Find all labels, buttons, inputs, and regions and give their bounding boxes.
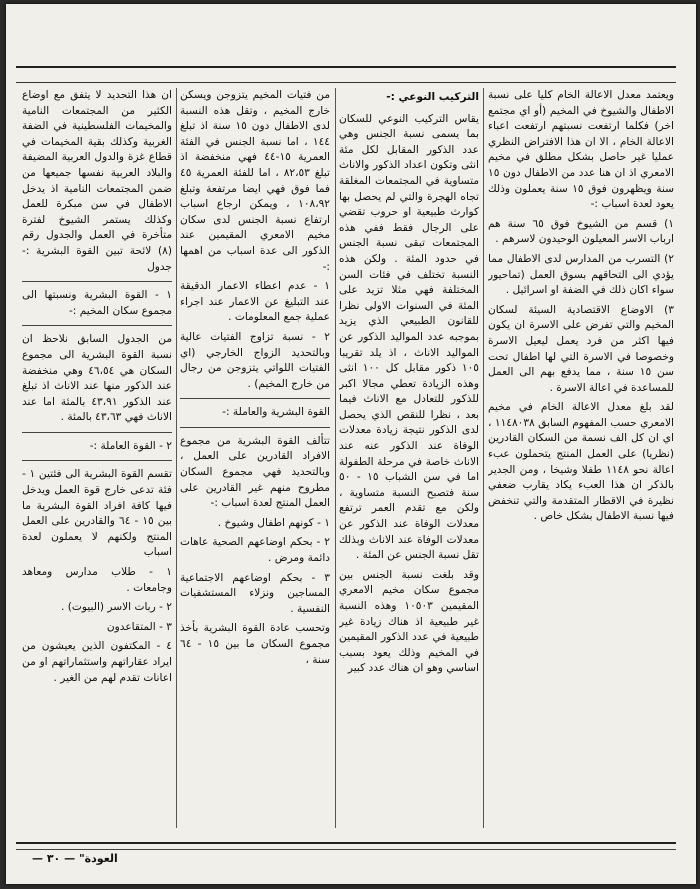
paragraph: ٤ - المكتفون الذين يعيشون من ايراد عقاراتهم واستثماراتهم او من اعانات تقدم لهم من الغير .: [22, 640, 172, 684]
paragraph: ٢ - نسبة تزاوج الفتيات عالية وبالتحديد الزواج الخارجي (اي الفتيات اللواتي يتزوجن من رجال من خارج المخيم) .: [180, 330, 330, 390]
column-1: [488, 88, 674, 838]
paragraph: ٣) الاوضاع الاقتصادية السيئة لسكان المخيم والتي تفرض على الاسرة ان يكون فيها اكثر من فرد يعمل ليعيل الاسرة وخصوصا في الاسرة التي لها اطفال تحت سن ١٥ سنة ، مما يدفع بهم الى العمل للمساعدة في اعالة الاسرة .: [488, 303, 674, 394]
page-footer: العودة" — ٣٠ —: [32, 852, 118, 865]
paragraph: ٢ - ربات الاسر (البيوت) .: [61, 601, 172, 614]
paragraph: ٢) التسرب من المدارس لدى الاطفال مما يؤدي الى التحاقهم بسوق العمل (تماحيور سواء اكان ذلك في الضفة او اسرائيل .: [488, 252, 674, 297]
paragraph: وتحسب عادة القوة البشرية بأخذ مجموع السكان ما بين ١٥ - ٦٤ سنة ،: [180, 622, 330, 666]
top-rule: [16, 66, 676, 68]
column-divider: [335, 88, 336, 828]
paragraph: وقد بلغت نسبة الجنس بين مجموع سكان مخيم الامعري المقيمين ١٠٥٠٣ وهذه النسبة غير طبيعية اذ هناك زيادة غير طبيعية في عدد الذكور المقيمين في المخيم وذلك يعود بسبب اساسي وهو ان هناك عدد كبير: [339, 568, 479, 675]
column-4: [22, 88, 172, 838]
paragraph: ٢ - بحكم اوضاعهم الصحية عاهات دائمة ومرض .: [180, 536, 330, 565]
paragraph: يقاس التركيب النوعي للسكان بما يسمى نسبة الجنس وهي عدد الذكور المقابل لكل مئة انثى وتكون اعداد الذكور والاناث متساوية في المجتمعات المغلقة تجاه الهجرة والتي لم يحصل بها كوارث طبيعية او حروب تقضي على الرجال فقط ففي هذه المجتمعات تبقى نسبة الجنس في حدود المئة . ولكن هذه النسبة تختلف في فئات السن المختلفة فهي مثلا تزيد على المئة في السنوات الاولى نظرا للقانون الطبيعي الذي يزيد بموجبه عدد المواليد الذكور عن المواليد الاناث ، اذ يلد تقريبا ١٠٥ ذكور مقابل كل ١٠٠ انثى وهذه الزيادة تعطي مجالا اكبر للذكور للتعادل مع الاناث فيما بعد ، نظرا للنقص الذي يحصل لدى الذكور نتيجة زيادة معدلات الوفاة عند الذكور عنه عند الاناث خاصة في مرحلة الطفولة اما في سن الشباب ١٥ - ٥٠ سنة فتصبح النسبة متساوية ، ولكن مع تقدم العمر ترتفع معدلات الوفاة عند الذكور عن معدلات الوفاة عند الاناث وبذلك تقل نسبة الجنس عن المئة .: [339, 112, 479, 562]
paragraph: ١ - عدم اعطاء الاعمار الدقيقة عند التبليغ عن الاعمار عند اجراء عملية جمع المعلومات .: [180, 280, 330, 324]
paragraph: من الجدول السابق نلاحظ ان نسبة القوة البشرية الى مجموع السكان هي ٤٦،٥٤ وهي منخفضة عند الذكور منها عند الاناث اذ تبلغ عند الذكور ٤٣،٩١ بالمئة اما عند الاناث فهي ٤٣،٦٣ بالمئة .: [22, 333, 172, 424]
paragraph: ان هذا التحديد لا يتفق مع اوضاع الكثير من المجتمعات النامية والمخيمات الفلسطينية في الضفة الغربية وكذلك بقية المخيمات في قطاع غزة والدول العربية المضيفة والبلاد العربية نفسها جميعها من ضمن المجتمعات النامية اذ يدخل الاطفال في سن مبكرة للعمل وكذلك يستمر الشيوخ لفترة متأخرة في العمل والجدول رقم (٨) لائحة تبين القوة البشرية :- جدول: [22, 89, 172, 273]
paragraph: ٣ - بحكم اوضاعهم الاجتماعية المساجين ونزلاء المستشفيات النفسية .: [180, 571, 330, 615]
paragraph: ويعتمد معدل الاعالة الخام كليا على نسبة الاطفال والشيوخ في المخيم (أو اي مجتمع اخر) فكلما ارتفعت نسبتهم ارتفعت اعباء الاعالة الخام ، الا ان هذا الافتراض النظري عمليا غير حاصل بشكل مطلق في مخيم الامعري اذ ان هنا عدد من الاطفال دون ١٥ سنة ويظهرون فوق ١٥ سنة يعملون وذلك يعود لعدة اسباب :-: [488, 89, 674, 211]
paragraph: ١ - كونهم اطفال وشيوخ .: [217, 516, 330, 529]
column-2: [339, 88, 479, 838]
column-3: [180, 88, 330, 838]
paragraph: لقد بلغ معدل الاعالة الخام في مخيم الامعري حسب المفهوم السابق ١١٤٨٠٣٨ ، اي ان كل الف نسمة من السكان القادرين (نظريا) على العمل المنتج يتحملون عبء اعالة نحو ١١٤٨ طفلا وشيخا ، ومن الجدير بالذكر ان هذا العبء يكاد يقارب ضعفي نظيرة في الاقطار المتقدمة والتي تنخفض فيها نسبة الاطفال بشكل خاص .: [488, 401, 674, 523]
document-page: [6, 4, 696, 884]
paragraph: تتألف القوة البشرية من مجموع الافراد القادرين على العمل ، وبالتحديد فهي مجموع السكان مطروح منهم غير القادرين على العمل المنتج لعدة اسباب :-: [180, 434, 330, 510]
column-divider: [176, 88, 177, 828]
section-heading: ١ - القوة البشرية ونسبتها الى مجموع سكان المخيم :-: [22, 281, 172, 326]
section-heading: القوة البشرية والعاملة :-: [180, 398, 330, 428]
bottom-rule: [16, 842, 676, 844]
paragraph: من فتيات المخيم يتزوجن ويسكن خارج المخيم ، وتقل هذه النسبة لدى الاطفال دون ١٥ سنة اذ تبلغ ١٤٤ ، اما نسبة الجنس في الفئة العمرية ١٥-٤٤ فهي منخفضة اذ تبلغ ٨٢،٥٣ ، اما للفئة العمرية ٤٥ فما فوق فهي ايضا مرتفعة وتبلغ ١٠٨،٩٢ ، ويمكن ارجاع اسباب ارتفاع نسبة الجنس لدى سكان مخيم الامعري المقيمين عند الذكور الى عدة اسباب من اهمها :-: [180, 89, 330, 273]
paragraph: تقسم القوة البشرية الى فئتين ١ - فئة تدعى خارج قوة العمل ويدخل فيها كافة افراد القوة البشرية ما بين ١٥ - ٦٤ والقادرين على العمل المنتج ولكنهم لا يعملون لعدة اسباب: [22, 468, 172, 559]
section-heading: ٢ - القوة العاملة :-: [22, 432, 172, 462]
bottom-rule-thin: [16, 849, 676, 850]
column-divider: [483, 88, 484, 828]
paragraph: ٣ - المتقاعدون: [106, 620, 172, 633]
paragraph: ١ - طلاب مدارس ومعاهد وجامعات .: [22, 566, 172, 594]
section-heading: التركيب النوعي :-: [386, 91, 479, 103]
paragraph: ١) قسم من الشيوخ فوق ٦٥ سنة هم ارباب الاسر المعيلون الوحيدون لاسرهم .: [488, 217, 674, 246]
top-rule-thin: [16, 82, 676, 83]
